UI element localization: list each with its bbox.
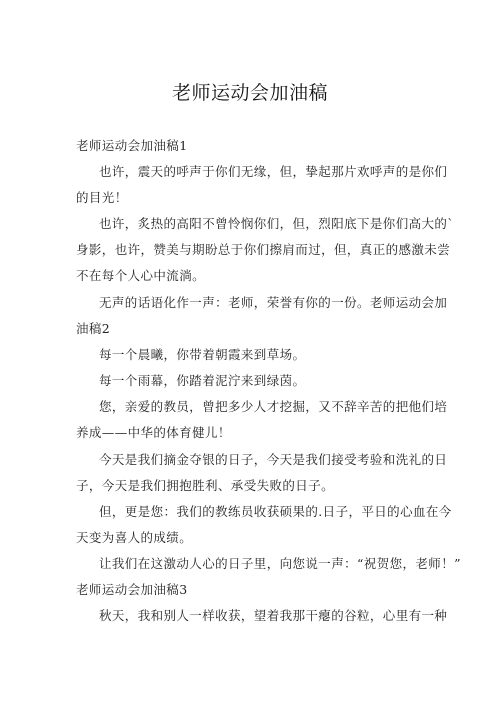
paragraph-line: 身影，也许，赞美与期盼总于你们擦肩而过，但，真正的感激未尝 [76, 242, 451, 257]
paragraph-line: 不在每个人心中流淌。 [76, 268, 206, 283]
section-heading-3: 老师运动会加油稿3 [76, 582, 188, 597]
paragraph-line: 但，更是您：我们的教练员收获硕果的.日子，平日的心血在今 [99, 504, 452, 519]
paragraph-line: 也许，炙热的高阳不曾怜悯你们，但，烈阳底下是你们高大的` [99, 216, 454, 231]
paragraph-line: 让我们在这激动人心的日子里，向您说一声：“祝贺您，老师！” [99, 556, 461, 571]
paragraph-line: 子，今天是我们拥抱胜利、承受失败的日子。 [76, 478, 335, 493]
section-heading-1: 老师运动会加油稿1 [76, 138, 188, 153]
paragraph-line: 也许，震天的呼声于你们无缘，但，挚起那片欢呼声的是你们 [99, 164, 448, 179]
paragraph-line: 今天是我们摘金夺银的日子，今天是我们接受考验和洗礼的日 [99, 452, 448, 467]
paragraph-line: 的目光！ [76, 190, 128, 205]
paragraph-line: 您，亲爱的教员，曾把多少人才挖掘，又不辞辛苦的把他们培 [99, 399, 448, 414]
paragraph-line: 每一个晨曦，你带着朝霞来到草场。 [99, 347, 306, 362]
paragraph-line: 油稿2 [76, 321, 111, 336]
paragraph-line: 每一个雨幕，你踏着泥泞来到绿茵。 [99, 373, 306, 388]
paragraph-line: 天变为喜人的成绩。 [76, 530, 193, 545]
paragraph-line: 无声的话语化作一声：老师，荣誉有你的一份。老师运动会加 [99, 295, 448, 310]
paragraph-line: 秋天，我和别人一样收获，望着我那干瘪的谷粒，心里有一种 [99, 608, 448, 623]
document-title: 老师运动会加油稿 [171, 82, 328, 104]
paragraph-line: 养成——中华的体育健儿！ [76, 425, 231, 440]
